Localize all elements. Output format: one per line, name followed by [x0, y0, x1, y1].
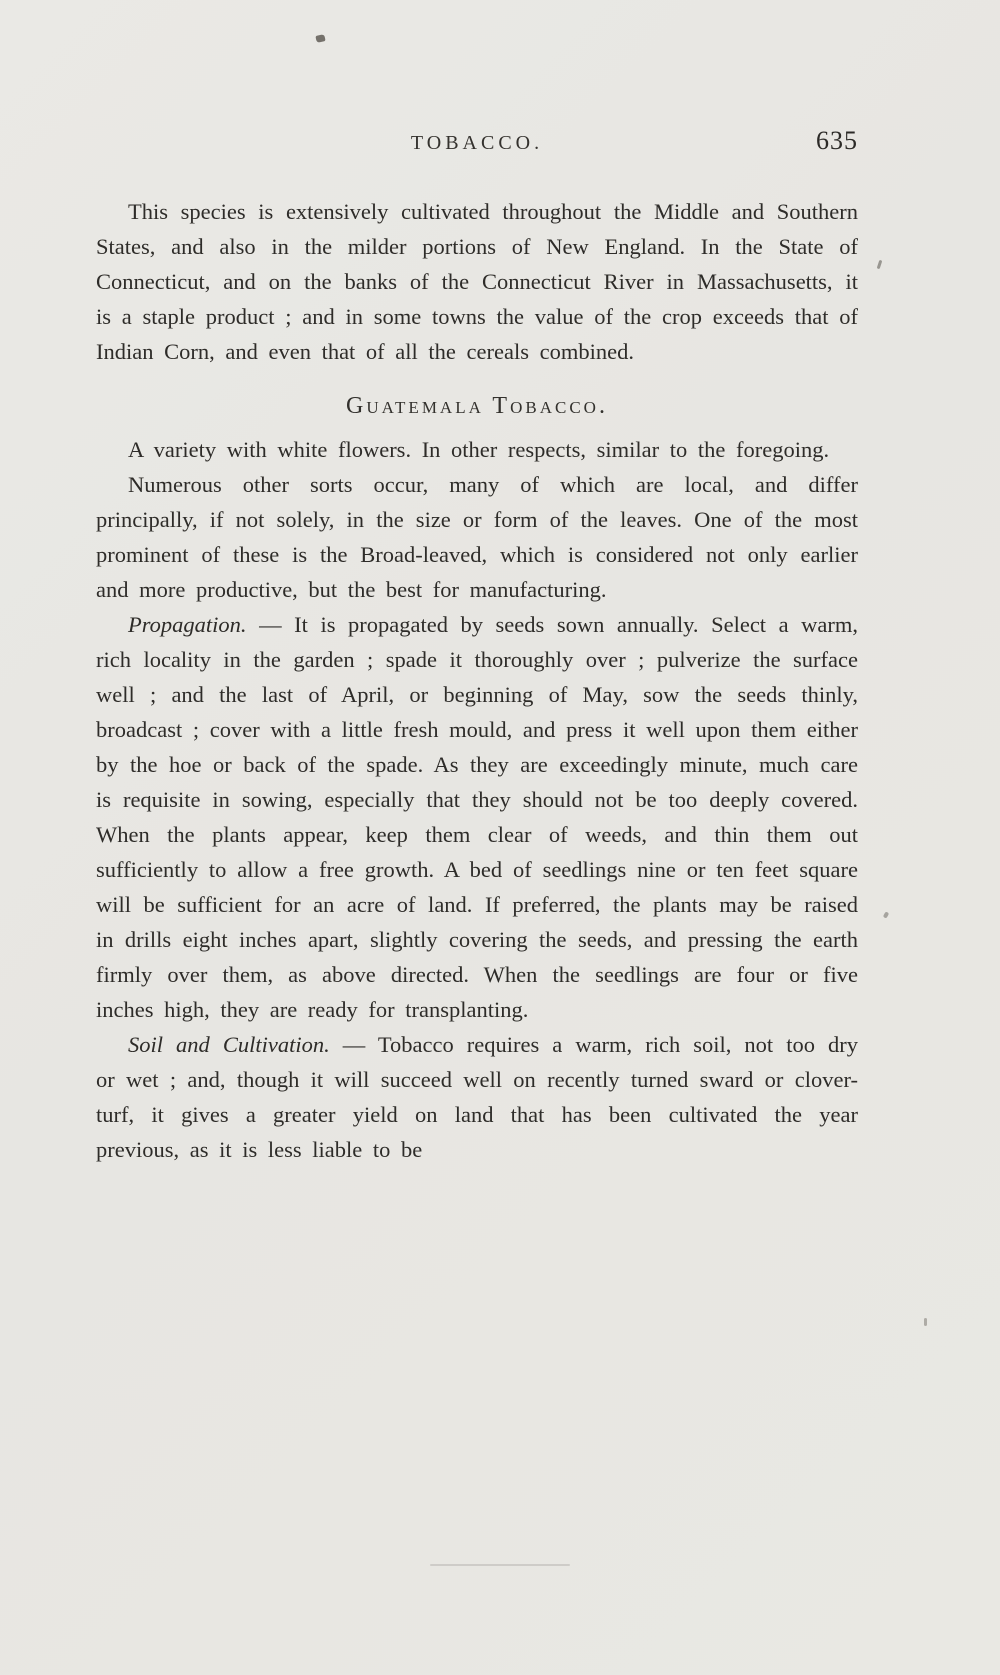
paragraph-lead-propagation: Propagation. — [128, 612, 247, 637]
paragraph-propagation — [96, 607, 858, 1027]
paragraph-soil-cultivation — [96, 1027, 858, 1167]
page-body — [96, 194, 858, 1167]
scan-speck-right-margin-3 — [924, 1318, 927, 1326]
page-number: 635 — [816, 126, 858, 155]
paragraph-intro: This species is extensively cultivated throughout the Middle and Southern States, and also in the milder portions of New England. In the State of Connecticut, and on the banks of the Connecticut River in Massachusetts, it is a staple product ; and in some towns the value of the crop exceeds that of Indian Corn, and even that of all the cereals combined. — [96, 199, 858, 364]
paragraph-variety: A variety with white flowers. In other respects, similar to the foregoing. — [128, 437, 830, 462]
scan-speck-right-margin-2 — [883, 911, 889, 918]
running-header-title: TOBACCO. — [410, 132, 544, 154]
paragraph-body-propagation: — It is propagated by seeds sown annually. Select a warm, rich locality in the garden ; spade it thoroughly over ; pulverize the surface well ; and the last of April, or beginning of May, sow the seeds thinly, broadcast ; cover with a little fresh mould, and press it well upon them either by the hoe or back of the spade. As they are exceedingly minute, much care is requisite in sowing, especially that they should not be too deeply covered. When the plants appear, keep them clear of weeds, and thin them out sufficiently to allow a free growth. A bed of seedlings nine or ten feet square will be sufficient for an acre of land. If preferred, the plants may be raised in drills eight inches apart, slightly covering the seeds, and pressing the earth firmly over them, as above directed. When the seedlings are four or five inches high, they are ready for transplanting. — [96, 612, 858, 1022]
book-page — [96, 0, 858, 1675]
scan-smudge-bottom — [430, 1564, 570, 1566]
paragraph-other-sorts: Numerous other sorts occur, many of which are local, and differ principally, if not solely, in the size or form of the leaves. One of the most prominent of these is the Broad-leaved, which is considered not only earlier and more productive, but the best for manufacturing. — [96, 472, 858, 602]
section-heading-guatemala-tobacco: Guatemala Tobacco. — [346, 393, 608, 419]
scan-speck-right-margin-1 — [877, 260, 883, 269]
paragraph-lead-soil-cultivation: Soil and Cultivation. — [128, 1032, 330, 1057]
paragraph-body-soil-cultivation: — Tobacco requires a warm, rich soil, not too dry or wet ; and, though it will succeed well on recently turned sward or clover-turf, it gives a greater yield on land that has been cultivated the year previous, as it is less liable to be — [96, 1032, 858, 1162]
running-header — [96, 0, 858, 164]
